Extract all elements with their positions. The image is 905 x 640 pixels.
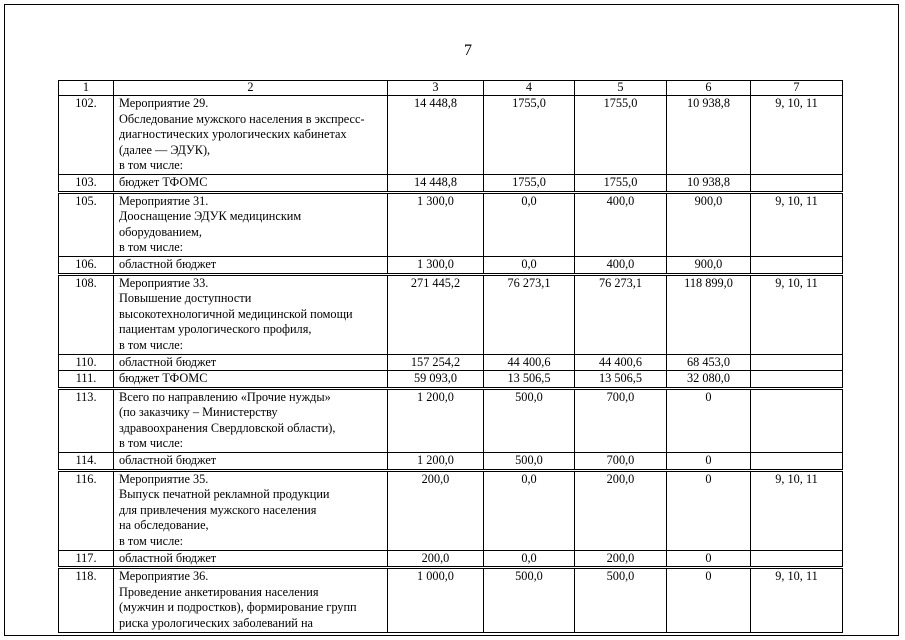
value-cell-c7 xyxy=(751,453,843,471)
value-cell-c4: 0,0 xyxy=(484,192,575,256)
description-line: для привлечения мужского населения xyxy=(119,502,317,517)
table-row xyxy=(59,96,843,175)
value-cell-c6: 900,0 xyxy=(667,192,751,256)
header-row xyxy=(59,81,843,96)
row-description xyxy=(114,256,388,274)
row-description xyxy=(114,96,388,175)
value-cell-c6: 10 938,8 xyxy=(667,96,751,175)
row-number: 114. xyxy=(59,453,114,471)
value-cell-c3: 14 448,8 xyxy=(388,174,484,192)
value-cell-c3: 1 000,0 xyxy=(388,568,484,632)
value-cell-c7 xyxy=(751,256,843,274)
value-cell-c5: 700,0 xyxy=(575,453,667,471)
value-cell-c7 xyxy=(751,371,843,389)
value-cell-c6: 900,0 xyxy=(667,256,751,274)
value-cell-c5: 200,0 xyxy=(575,470,667,550)
description-line: Мероприятие 33. xyxy=(119,275,209,290)
value-cell-c4: 500,0 xyxy=(484,568,575,632)
description-line: пациентам урологического профиля, xyxy=(119,322,312,337)
description-line: Всего по направлению «Прочие нужды» xyxy=(119,389,331,404)
description-line: областной бюджет xyxy=(119,550,217,565)
column-header: 4 xyxy=(484,81,575,96)
description-line: (мужчин и подростков), формирование групп xyxy=(119,600,357,615)
value-cell-c3: 157 254,2 xyxy=(388,354,484,371)
value-cell-c4: 500,0 xyxy=(484,388,575,452)
value-cell-c5: 44 400,6 xyxy=(575,354,667,371)
value-cell-c6: 32 080,0 xyxy=(667,371,751,389)
value-cell-c6: 68 453,0 xyxy=(667,354,751,371)
column-header: 5 xyxy=(575,81,667,96)
value-cell-c3: 200,0 xyxy=(388,550,484,568)
table-row xyxy=(59,192,843,256)
table-row xyxy=(59,371,843,389)
value-cell-c6: 0 xyxy=(667,550,751,568)
page-number: 7 xyxy=(464,42,472,59)
value-cell-c3: 14 448,8 xyxy=(388,96,484,175)
description-line: Мероприятие 36. xyxy=(119,569,209,584)
table-row xyxy=(59,550,843,568)
description-line: оборудованием, xyxy=(119,224,202,239)
row-number: 117. xyxy=(59,550,114,568)
description-line: Дооснащение ЭДУК медицинским xyxy=(119,209,302,224)
table-row xyxy=(59,470,843,550)
row-description xyxy=(114,550,388,568)
row-description xyxy=(114,568,388,632)
value-cell-c4: 0,0 xyxy=(484,470,575,550)
description-line: (по заказчику – Министерству xyxy=(119,405,278,420)
value-cell-c3: 271 445,2 xyxy=(388,274,484,354)
description-line: высокотехнологичной медицинской помощи xyxy=(119,306,353,321)
table-row xyxy=(59,174,843,192)
value-cell-c7: 9, 10, 11 xyxy=(751,470,843,550)
value-cell-c4: 13 506,5 xyxy=(484,371,575,389)
value-cell-c3: 1 300,0 xyxy=(388,256,484,274)
value-cell-c3: 200,0 xyxy=(388,470,484,550)
value-cell-c5: 76 273,1 xyxy=(575,274,667,354)
row-number: 110. xyxy=(59,354,114,371)
value-cell-c7: 9, 10, 11 xyxy=(751,192,843,256)
value-cell-c7: 9, 10, 11 xyxy=(751,96,843,175)
value-cell-c6: 0 xyxy=(667,388,751,452)
row-description xyxy=(114,453,388,471)
description-line: областной бюджет xyxy=(119,256,217,271)
row-number: 118. xyxy=(59,568,114,632)
column-header: 6 xyxy=(667,81,751,96)
column-header: 7 xyxy=(751,81,843,96)
row-description xyxy=(114,274,388,354)
row-number: 113. xyxy=(59,388,114,452)
value-cell-c3: 1 200,0 xyxy=(388,388,484,452)
row-number: 106. xyxy=(59,256,114,274)
value-cell-c4: 0,0 xyxy=(484,256,575,274)
value-cell-c4: 0,0 xyxy=(484,550,575,568)
description-line: (далее — ЭДУК), xyxy=(119,142,211,157)
description-line: Выпуск печатной рекламной продукции xyxy=(119,487,330,502)
column-header: 3 xyxy=(388,81,484,96)
value-cell-c6: 10 938,8 xyxy=(667,174,751,192)
description-line: в том числе: xyxy=(119,240,184,255)
row-number: 116. xyxy=(59,470,114,550)
table-row xyxy=(59,274,843,354)
value-cell-c5: 200,0 xyxy=(575,550,667,568)
row-description xyxy=(114,388,388,452)
value-cell-c5: 1755,0 xyxy=(575,174,667,192)
value-cell-c5: 1755,0 xyxy=(575,96,667,175)
value-cell-c5: 13 506,5 xyxy=(575,371,667,389)
row-description xyxy=(114,174,388,192)
description-line: здравоохранения Свердловской области), xyxy=(119,420,336,435)
row-number: 105. xyxy=(59,192,114,256)
row-description xyxy=(114,371,388,389)
description-line: в том числе: xyxy=(119,436,184,451)
row-number: 102. xyxy=(59,96,114,175)
value-cell-c4: 500,0 xyxy=(484,453,575,471)
value-cell-c5: 500,0 xyxy=(575,568,667,632)
description-line: в том числе: xyxy=(119,534,184,549)
value-cell-c5: 400,0 xyxy=(575,256,667,274)
value-cell-c7: 9, 10, 11 xyxy=(751,274,843,354)
value-cell-c4: 1755,0 xyxy=(484,96,575,175)
description-line: Обследование мужского населения в экспресс- xyxy=(119,111,365,126)
description-line: диагностических урологических кабинетах xyxy=(119,127,347,142)
value-cell-c4: 44 400,6 xyxy=(484,354,575,371)
column-header: 2 xyxy=(114,81,388,96)
value-cell-c7 xyxy=(751,550,843,568)
description-line: Проведение анкетирования населения xyxy=(119,584,319,599)
table-row xyxy=(59,453,843,471)
table-row xyxy=(59,568,843,632)
value-cell-c5: 700,0 xyxy=(575,388,667,452)
value-cell-c6: 118 899,0 xyxy=(667,274,751,354)
description-line: в том числе: xyxy=(119,337,184,352)
column-header: 1 xyxy=(59,81,114,96)
row-number: 103. xyxy=(59,174,114,192)
row-number: 108. xyxy=(59,274,114,354)
description-line: Мероприятие 35. xyxy=(119,471,209,486)
value-cell-c7: 9, 10, 11 xyxy=(751,568,843,632)
row-description xyxy=(114,354,388,371)
value-cell-c7 xyxy=(751,354,843,371)
value-cell-c3: 1 200,0 xyxy=(388,453,484,471)
value-cell-c7 xyxy=(751,388,843,452)
program-table xyxy=(58,80,843,633)
table-row xyxy=(59,256,843,274)
description-line: Мероприятие 29. xyxy=(119,96,209,110)
description-line: бюджет ТФОМС xyxy=(119,371,208,386)
value-cell-c5: 400,0 xyxy=(575,192,667,256)
row-description xyxy=(114,192,388,256)
description-line: на обследование, xyxy=(119,518,209,533)
description-line: Повышение доступности xyxy=(119,291,252,306)
value-cell-c4: 1755,0 xyxy=(484,174,575,192)
description-line: в том числе: xyxy=(119,158,184,173)
description-line: Мероприятие 31. xyxy=(119,193,209,208)
description-line: областной бюджет xyxy=(119,354,217,369)
value-cell-c3: 1 300,0 xyxy=(388,192,484,256)
description-line: бюджет ТФОМС xyxy=(119,174,208,189)
value-cell-c7 xyxy=(751,174,843,192)
table-row xyxy=(59,388,843,452)
value-cell-c6: 0 xyxy=(667,453,751,471)
value-cell-c6: 0 xyxy=(667,568,751,632)
table-row xyxy=(59,354,843,371)
value-cell-c6: 0 xyxy=(667,470,751,550)
value-cell-c4: 76 273,1 xyxy=(484,274,575,354)
description-line: риска урологических заболеваний на xyxy=(119,616,313,630)
value-cell-c3: 59 093,0 xyxy=(388,371,484,389)
row-number: 111. xyxy=(59,371,114,389)
description-line: областной бюджет xyxy=(119,453,217,468)
row-description xyxy=(114,470,388,550)
